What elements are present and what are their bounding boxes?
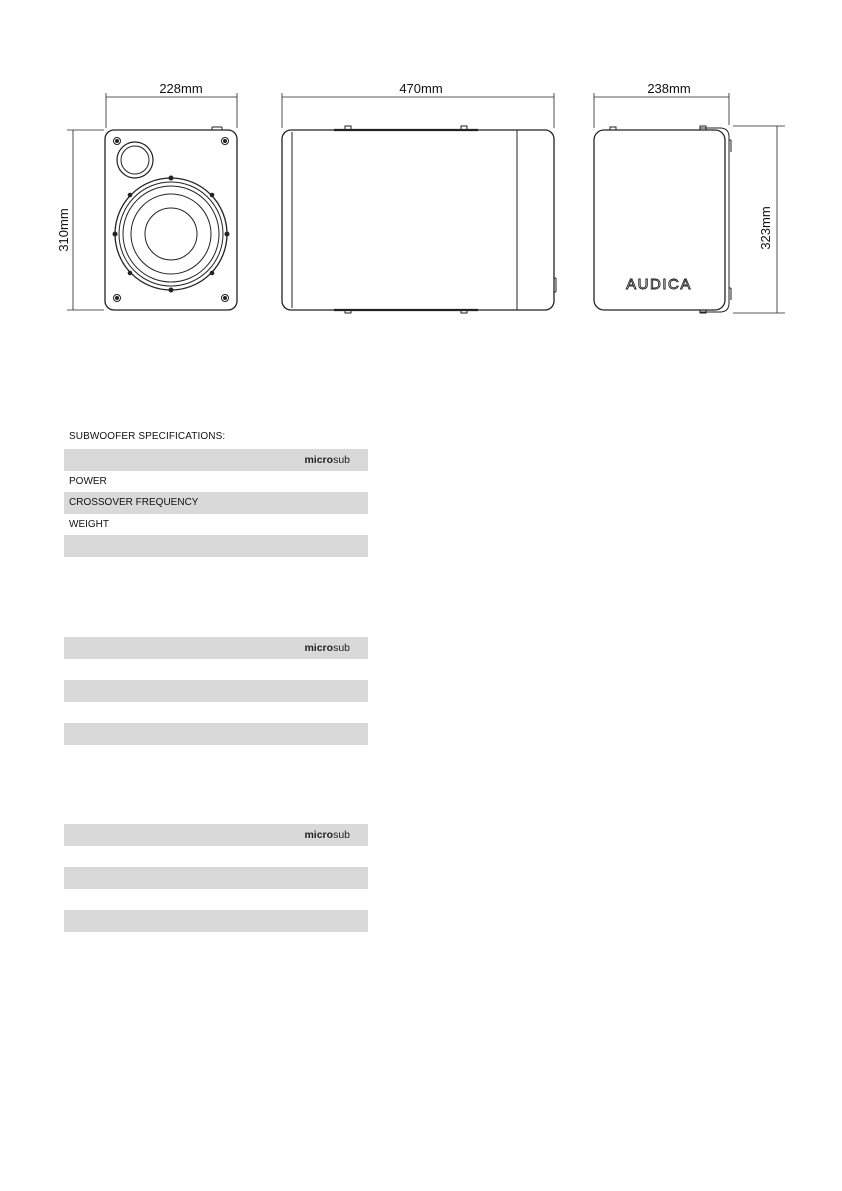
side-view xyxy=(282,126,556,313)
back-width-label: 238mm xyxy=(647,81,691,96)
specifications-table-1 xyxy=(64,429,368,557)
weight-label: WEIGHT xyxy=(69,519,109,530)
table-row xyxy=(64,680,368,702)
microsub-brand: microsub xyxy=(304,642,350,654)
table-row xyxy=(64,867,368,889)
table-row xyxy=(64,514,368,535)
specifications-table-2 xyxy=(64,637,368,745)
table-row xyxy=(64,659,368,680)
table-row xyxy=(64,846,368,867)
front-view xyxy=(105,127,237,310)
power-label: POWER xyxy=(69,476,107,487)
crossover-frequency-label: CROSSOVER FREQUENCY xyxy=(69,497,199,508)
microsub-brand: microsub xyxy=(304,829,350,841)
table-row xyxy=(64,492,368,514)
table-header-row xyxy=(64,637,368,659)
table-row xyxy=(64,471,368,492)
specifications-title: SUBWOOFER SPECIFICATIONS: xyxy=(69,431,226,442)
table-header-row xyxy=(64,824,368,846)
table-row xyxy=(64,535,368,557)
table-row xyxy=(64,702,368,723)
back-height-label: 323mm xyxy=(758,206,773,250)
front-height-label: 310mm xyxy=(56,208,71,252)
dimension-drawing xyxy=(0,0,842,330)
table-row xyxy=(64,889,368,910)
side-depth-label: 470mm xyxy=(399,81,443,96)
audica-logo: AUDICA xyxy=(626,276,692,293)
microsub-brand: microsub xyxy=(304,454,350,466)
front-width-label: 228mm xyxy=(159,81,203,96)
table-row xyxy=(64,723,368,745)
table-header-row xyxy=(64,449,368,471)
table-row xyxy=(64,910,368,932)
specifications-table-3 xyxy=(64,824,368,932)
